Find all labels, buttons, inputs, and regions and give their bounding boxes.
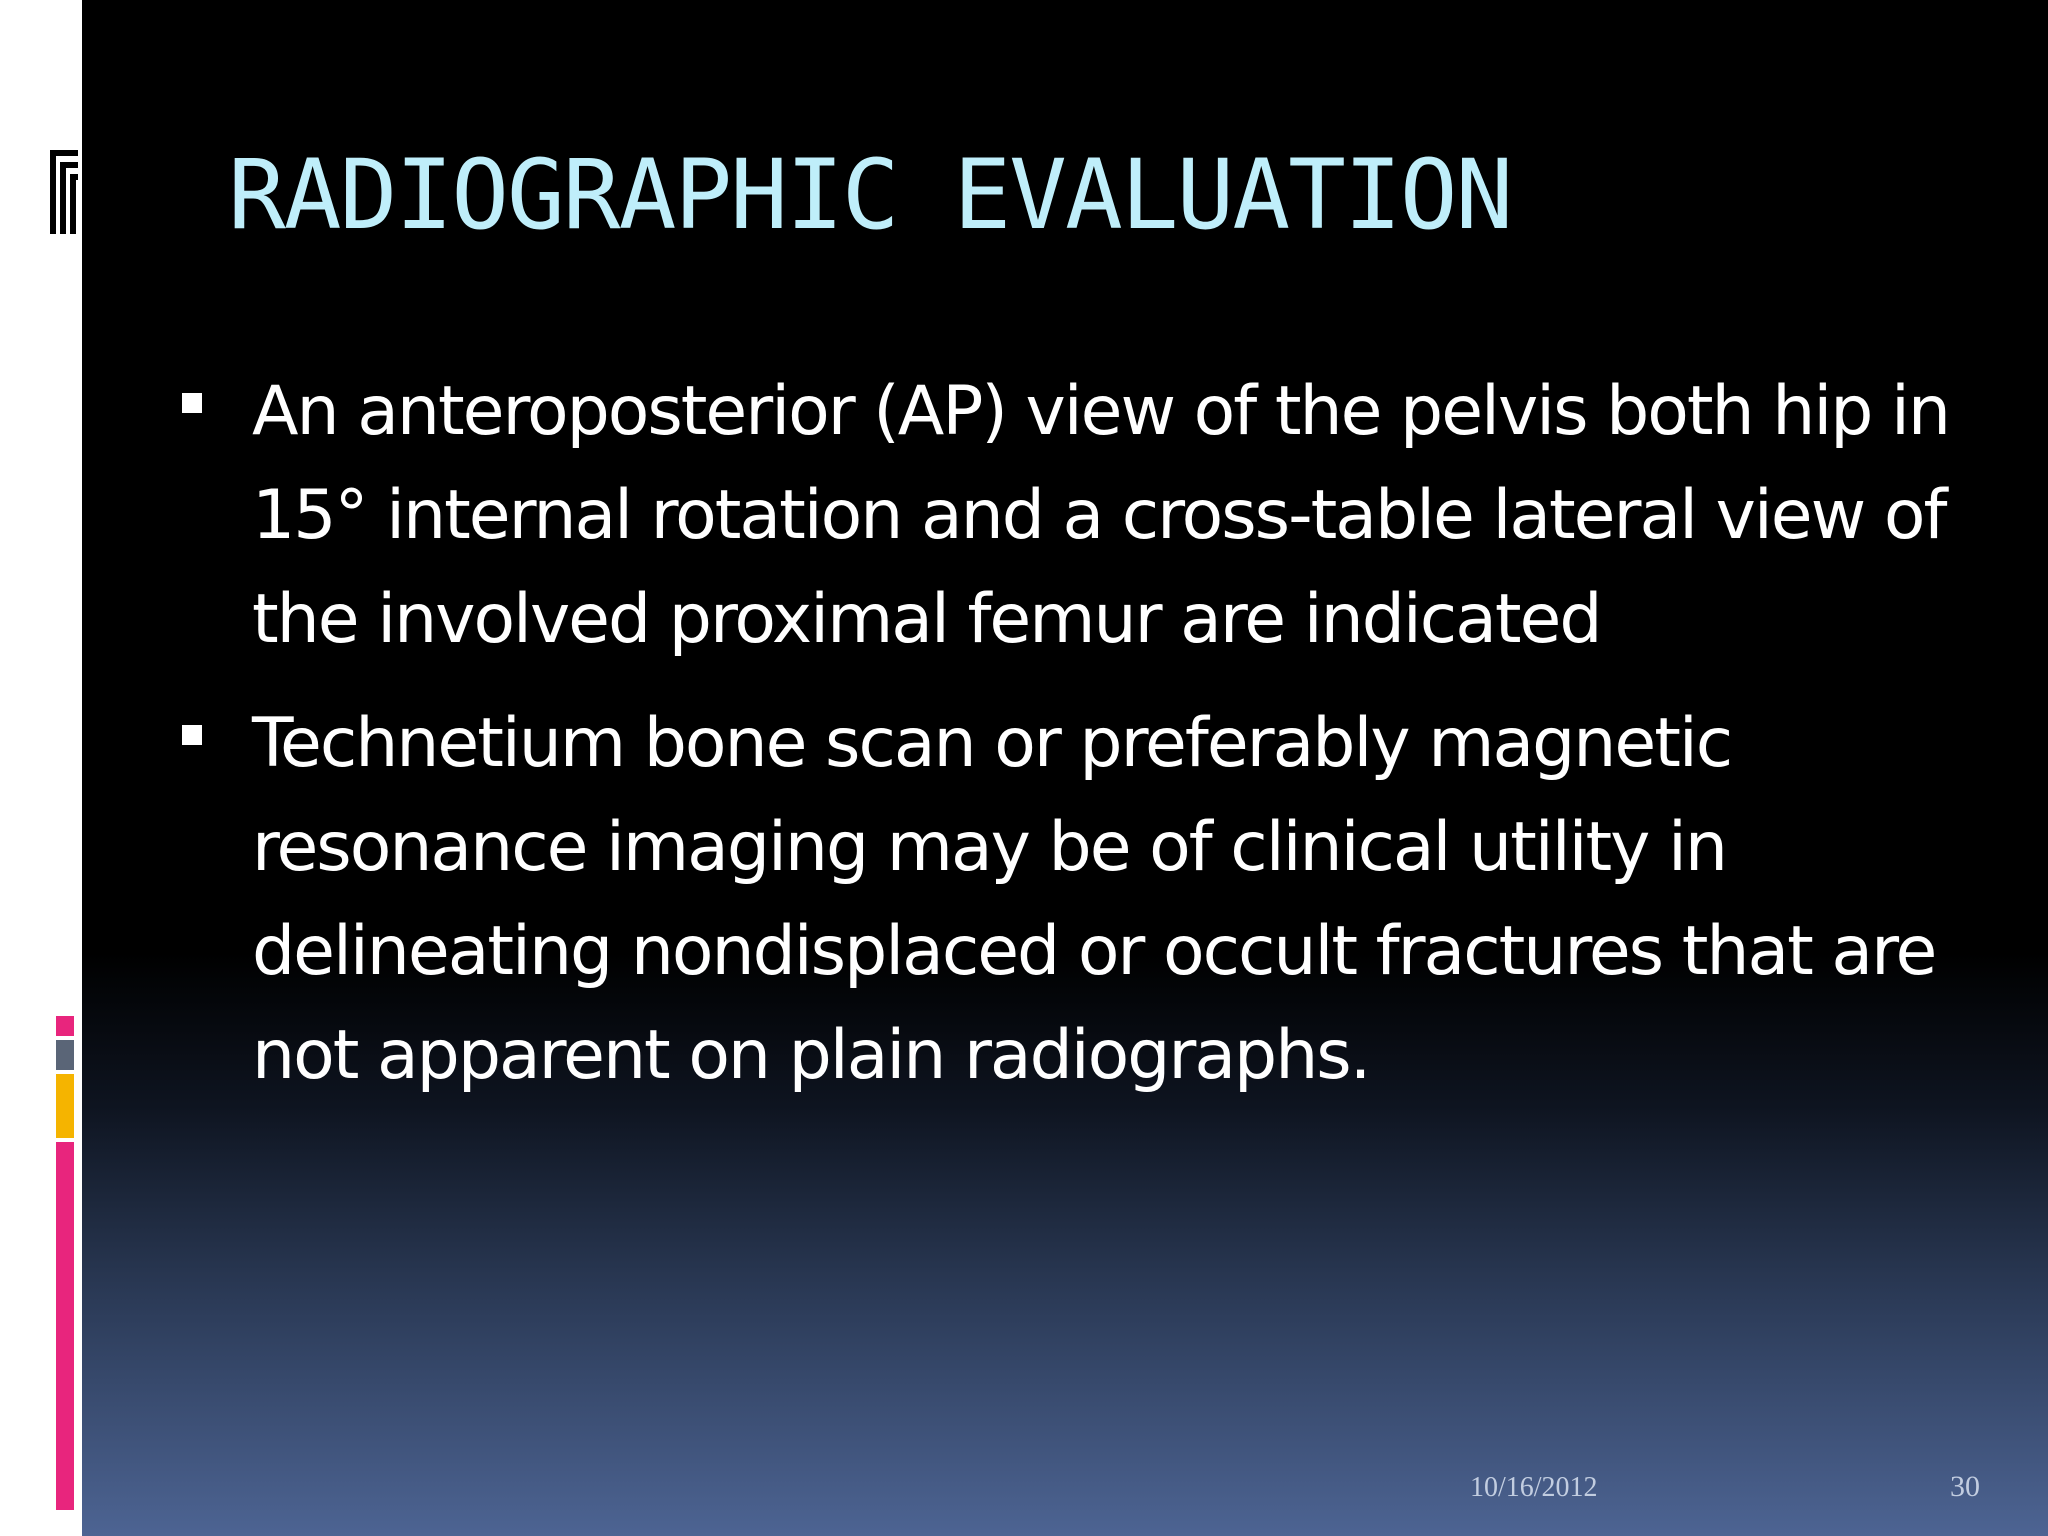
accent-bar-pink (56, 1142, 74, 1510)
slide-number: 30 (1950, 1470, 1980, 1503)
square-bullet-icon (182, 393, 202, 413)
bullet-item (178, 692, 1978, 1108)
bullet-text: An anteroposterior (AP) view of the pelvis both hip in 15° internal rotation and a cross-table lateral view of the involved proximal femur are indicated (252, 372, 1950, 659)
accent-bar-orange (56, 1074, 74, 1138)
bullet-item (178, 360, 1978, 672)
bullet-text: Technetium bone scan or preferably magnetic resonance imaging may be of clinical utility in delineating nondisplaced or occult fractures that are not apparent on plain radiographs. (252, 704, 1936, 1095)
accent-bar-pink-top (56, 1016, 74, 1036)
file-lines-decoration (50, 150, 78, 234)
bullet-list (178, 360, 1978, 1128)
left-margin-strip (0, 0, 82, 1536)
slide-title: RADIOGRAPHIC EVALUATION (228, 139, 1512, 251)
accent-bar-gray (56, 1040, 74, 1070)
square-bullet-icon (182, 725, 202, 745)
slide-date: 10/16/2012 (1470, 1472, 1598, 1503)
accent-bars (56, 1016, 74, 1510)
